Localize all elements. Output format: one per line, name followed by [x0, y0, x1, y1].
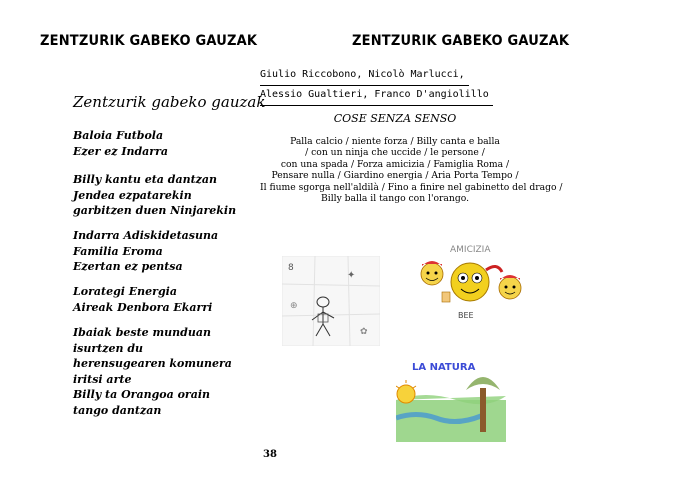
poem-line: Palla calcio / niente forza / Billy canta e balla [290, 136, 500, 147]
basque-poem-title: Zentzurik gabeko gauzak [73, 93, 266, 111]
amicizia-label: AMICIZIA [450, 245, 491, 255]
authors-block [260, 65, 493, 105]
poem-line: iritsi arte [73, 372, 132, 386]
author-line: Giulio Riccobono, Nicolò Marlucci, [260, 65, 469, 86]
right-page [260, 0, 680, 481]
poem-line: Pensare nulla / Giardino energia / Aria Porta Tempo / [271, 170, 519, 182]
bee-label: BEE [458, 311, 474, 320]
svg-text:✦: ✦ [347, 270, 356, 281]
svg-text:⊕: ⊕ [290, 301, 298, 311]
la-natura-label: LA NATURA [412, 362, 476, 373]
stanza-1 [73, 128, 168, 159]
poem-line: Billy kantu eta dantzan [73, 173, 218, 186]
svg-text:8: 8 [288, 263, 294, 273]
nature-landscape-drawing [396, 356, 506, 442]
italian-poem-title: COSE SENZA SENSO [333, 112, 457, 125]
page-number: 38 [263, 449, 277, 460]
poem-line: Billy balla il tango con l'orango. [321, 193, 469, 205]
poem-line: Il fiume sgorga nell'aldilà / Fino a finire nel gabinetto del drago / [260, 181, 563, 193]
poem-line: Ezertan ez pentsa [73, 260, 183, 273]
friendship-smileys-drawing [412, 240, 532, 322]
poem-line: isurtzen du [73, 341, 144, 355]
robot-figure-drawing [282, 256, 380, 346]
poem-line: Ibaiak beste munduan [73, 326, 211, 339]
poem-line: tango dantzan [73, 403, 162, 417]
poem-line: Baloia Futbola [73, 129, 164, 142]
poem-line: Aireak Denbora Ekarri [73, 300, 213, 314]
poem-line: Billy ta Orangoa orain [73, 388, 211, 401]
poem-line: Lorategi Energia [73, 285, 177, 298]
poem-line: Ezer ez Indarra [73, 144, 169, 158]
stanza-4 [73, 284, 212, 315]
poem-line: Jendea ezpatarekin [73, 188, 192, 202]
stanza-5 [73, 325, 232, 418]
poem-line: con una spada / Forza amicizia / Famiglia Roma / [280, 158, 510, 170]
poem-line: Indarra Adiskidetasuna [73, 229, 219, 242]
poem-line: Familia Eroma [73, 244, 163, 258]
left-page-header: ZENTZURIK GABEKO GAUZAK [40, 33, 258, 49]
stanza-3 [73, 228, 218, 275]
right-page-header: ZENTZURIK GABEKO GAUZAK [352, 33, 570, 49]
author-line: Alessio Gualtieri, Franco D'angiolillo [260, 85, 493, 106]
stanza-2 [73, 172, 236, 219]
poem-line: garbitzen duen Ninjarekin [73, 204, 237, 217]
poem-line: herensugearen komunera [73, 357, 232, 370]
svg-text:✿: ✿ [360, 327, 368, 337]
italian-poem [260, 136, 563, 205]
poem-line: / con un ninja che uccide / le persone / [305, 147, 485, 159]
